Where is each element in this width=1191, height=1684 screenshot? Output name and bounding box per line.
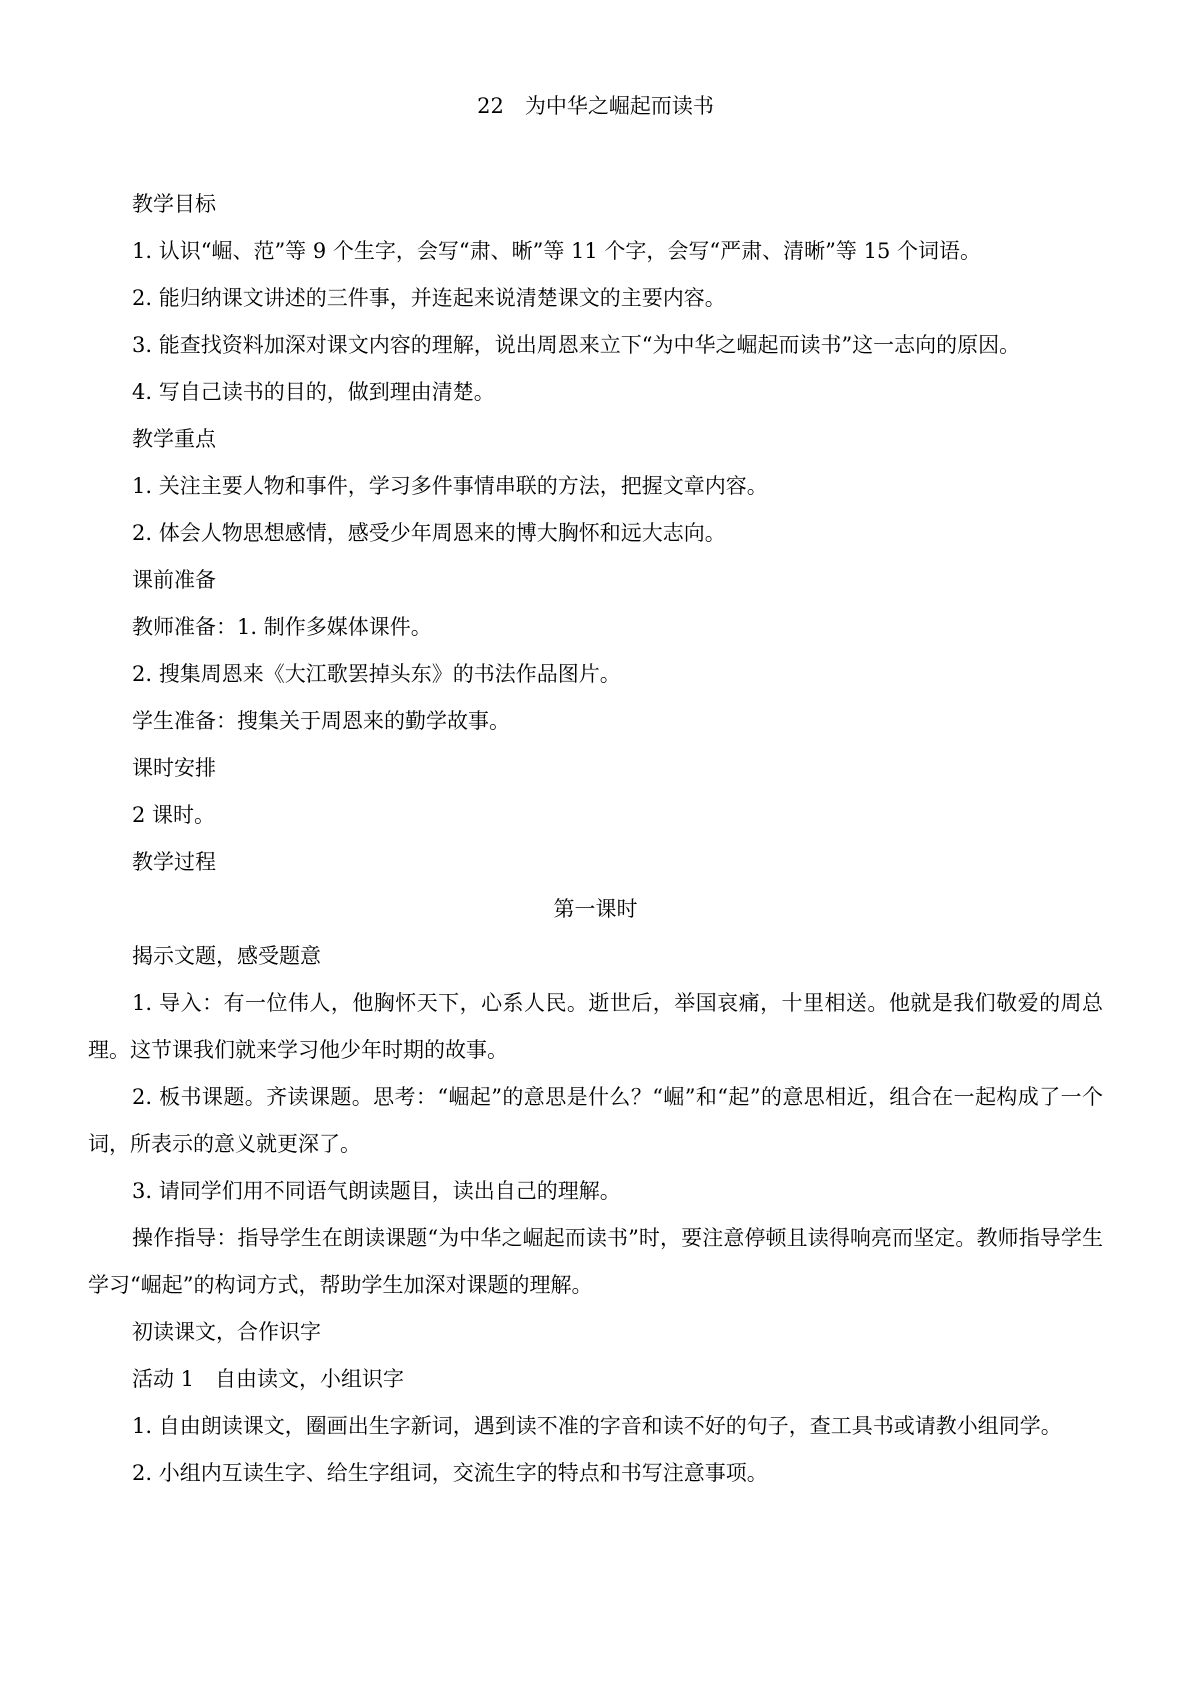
step-heading-first-reading: 初读课文，合作识字 [132, 1320, 321, 1344]
activity-1-item-2: 2. 小组内互读生字、给生字组词，交流生字的特点和书写注意事项。 [132, 1461, 768, 1485]
goal-item-4: 4. 写自己读书的目的，做到理由清楚。 [132, 380, 495, 404]
goal-item-1: 1. 认识“崛、范”等 9 个生字，会写“肃、晰”等 11 个字，会写“严肃、清晰”等 15 个词语。 [132, 239, 981, 263]
section-heading-process: 教学过程 [132, 850, 216, 874]
document-body [88, 181, 1103, 1497]
lesson-title: 22 为中华之崛起而读书 [477, 94, 714, 118]
section-heading-key-points: 教学重点 [132, 427, 216, 451]
goal-item-2: 2. 能归纳课文讲述的三件事，并连起来说清楚课文的主要内容。 [132, 286, 726, 310]
lesson-period-heading: 第一课时 [553, 897, 638, 921]
activity-1-item-1: 1. 自由朗读课文，圈画出生字新词，遇到读不准的字音和读不好的句子，查工具书或请教小组同学。 [132, 1414, 1062, 1438]
key-point-1: 1. 关注主要人物和事件，学习多件事情串联的方法，把握文章内容。 [132, 474, 768, 498]
student-preparation: 学生准备：搜集关于周恩来的勤学故事。 [132, 709, 510, 733]
section-heading-teaching-goals: 教学目标 [132, 192, 216, 216]
schedule-text: 2 课时。 [132, 803, 216, 827]
teacher-preparation-1: 教师准备：1. 制作多媒体课件。 [132, 615, 432, 639]
operation-guidance: 操作指导：指导学生在朗读课题“为中华之崛起而读书”时，要注意停顿且读得响亮而坚定。教师指导学生学习“崛起”的构词方式，帮助学生加深对课题的理解。 [88, 1226, 1103, 1297]
step-item-board-title: 2. 板书课题。齐读课题。思考：“崛起”的意思是什么？“崛”和“起”的意思相近，组合在一起构成了一个词，所表示的意义就更深了。 [88, 1085, 1103, 1156]
goal-item-3: 3. 能查找资料加深对课文内容的理解，说出周恩来立下“为中华之崛起而读书”这一志向的原因。 [132, 333, 1021, 357]
section-heading-preparation: 课前准备 [132, 568, 216, 592]
activity-1-heading: 活动 1 自由读文，小组识字 [132, 1367, 405, 1391]
key-point-2: 2. 体会人物思想感情，感受少年周恩来的博大胸怀和远大志向。 [132, 521, 726, 545]
step-item-intro: 1. 导入：有一位伟人，他胸怀天下，心系人民。逝世后，举国哀痛，十里相送。他就是我们敬爱的周总理。这节课我们就来学习他少年时期的故事。 [88, 991, 1103, 1062]
step-item-read-aloud: 3. 请同学们用不同语气朗读题目，读出自己的理解。 [132, 1179, 621, 1203]
step-heading-reveal-title: 揭示文题，感受题意 [132, 944, 321, 968]
section-heading-schedule: 课时安排 [132, 756, 216, 780]
teacher-preparation-2: 2. 搜集周恩来《大江歌罢掉头东》的书法作品图片。 [132, 662, 621, 686]
